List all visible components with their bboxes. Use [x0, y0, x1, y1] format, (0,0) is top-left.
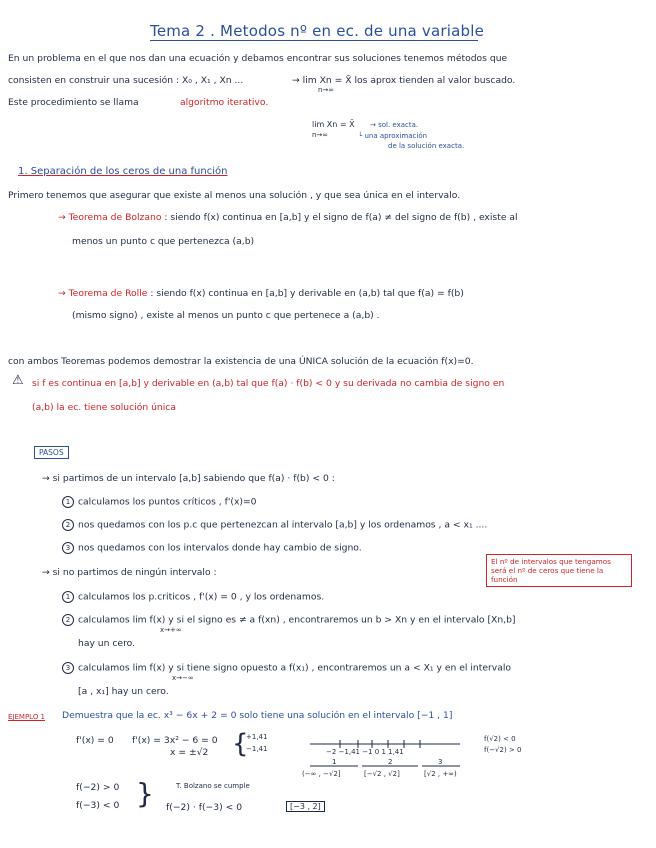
bolzano-text: : siendo f(x) continua en [a,b] y el signo de f(a) ≠ del signo de f(b) , existe al — [164, 212, 518, 223]
rolle-label: → Teorema de Rolle — [58, 288, 148, 299]
interval-3: [√2 , +∞) — [424, 770, 457, 778]
step-a2-text: nos quedamos con los p.c que pertenezcan al intervalo [a,b] y los ordenamos , a < x₁ .... — [78, 519, 488, 531]
step-a3-text: nos quedamos con los intervalos donde hay cambio de signo. — [78, 542, 362, 554]
intro-line-2b: → lim Xn = X̄ los aprox tienden al valor buscado. — [292, 75, 516, 86]
warning-line-2: (a,b) la ec. tiene solución única — [32, 402, 176, 413]
rolle-line-2: (mismo signo) , existe al menos un punto c que pertenece a (a,b) . — [72, 310, 380, 321]
deriv-roots: x = ±√2 — [170, 747, 209, 758]
example-statement: Demuestra que la ec. x³ − 6x + 2 = 0 solo tiene una solución en el intervalo [−1 , 1] — [62, 710, 453, 721]
root-negative: −1,41 — [246, 745, 268, 753]
bolzano-line-2: menos un punto c que pertenezca (a,b) — [72, 236, 255, 247]
rolle-line — [58, 288, 464, 300]
example-label: EJEMPLO 1 — [8, 713, 46, 721]
step-a3 — [62, 542, 362, 555]
step-b3-text: calculamos lim f(x) y si tiene signo opuesto a f(x₁) , encontraremos un a < X₁ y en el intervalo — [78, 662, 512, 674]
warning-icon: ⚠ — [12, 373, 24, 388]
f-minus-3: f(−3) < 0 — [76, 800, 120, 811]
note-lim: lim Xn = X̄ — [312, 120, 355, 129]
f-minus-sqrt2: f(−√2) > 0 — [484, 746, 522, 754]
step-number: 2 — [62, 519, 74, 531]
bolzano-ok: T. Bolzano se cumple — [176, 782, 250, 790]
f-minus-2: f(−2) > 0 — [76, 782, 120, 793]
right-brace-icon: } — [136, 777, 154, 810]
deriv-equation: f'(x) = 3x² − 6 = 0 — [132, 735, 218, 746]
bolzano-label: → Teorema de Bolzano — [58, 212, 162, 223]
case-a: → si partimos de un intervalo [a,b] sabiendo que f(a) · f(b) < 0 : — [42, 473, 335, 484]
interval-number: 1 — [332, 758, 337, 766]
conclusion: con ambos Teoremas podemos demostrar la existencia de una ÚNICA solución de la ecuación f(x)=0. — [8, 356, 474, 367]
step-b2-line-2: hay un cero. — [78, 638, 136, 649]
pasos-badge: PASOS — [34, 446, 69, 459]
step-b2 — [62, 614, 515, 627]
interval-1: (−∞ , −√2] — [302, 770, 341, 778]
note-solucion-exacta: de la solución exacta. — [388, 142, 465, 150]
f-sqrt2: f(√2) < 0 — [484, 735, 516, 743]
section-heading: 1. Separación de los ceros de una función — [18, 166, 228, 177]
step-number: 3 — [62, 662, 74, 674]
intervals-note: El nº de intervalos que tengamos será el nº de ceros que tiene la función — [486, 554, 632, 587]
section-line-1: Primero tenemos que asegurar que existe al menos una solución , y que sea única en el intervalo. — [8, 190, 461, 201]
step-b3-sub: x→−∞ — [172, 674, 194, 682]
note-lim-sub: n→∞ — [312, 131, 329, 139]
step-b1 — [62, 591, 324, 604]
step-a2 — [62, 519, 487, 532]
step-number: 2 — [62, 614, 74, 626]
answer-interval: [−3 , 2] — [286, 801, 325, 812]
interval-number: 3 — [438, 758, 443, 766]
interval-2: [−√2 , √2] — [364, 770, 400, 778]
interval-number: 2 — [388, 758, 393, 766]
intro-line-3: Este procedimiento se llama — [8, 97, 139, 108]
note-aproximacion: └ una aproximación — [358, 132, 428, 140]
algoritmo-iterativo: algoritmo iterativo. — [180, 97, 269, 108]
step-number: 1 — [62, 496, 74, 508]
warning-line-1: si f es continua en [a,b] y derivable en (a,b) tal que f(a) · f(b) < 0 y su derivada no cambia de signo en — [32, 378, 505, 389]
page-title: Tema 2 . Metodos nº en ec. de una variable — [150, 22, 485, 40]
case-b: → si no partimos de ningún intervalo : — [42, 567, 217, 578]
step-a1 — [62, 496, 257, 509]
intro-line-2a: consisten en construir una sucesión : X₀ , X₁ , Xn ... — [8, 75, 244, 86]
step-b2-sub: x→+∞ — [160, 626, 182, 634]
step-number: 3 — [62, 542, 74, 554]
step-number: 1 — [62, 591, 74, 603]
product-check: f(−2) · f(−3) < 0 — [166, 802, 243, 813]
intro-lim-sub: n→∞ — [318, 86, 335, 94]
brace-icon: { — [232, 729, 249, 759]
rolle-text: : siendo f(x) continua en [a,b] y derivable en (a,b) tal que f(a) = f(b) — [150, 288, 464, 299]
intro-line-1: En un problema en el que nos dan una ecuación y debamos encontrar sus soluciones tenemos métodos que — [8, 53, 508, 64]
bolzano-line — [58, 212, 518, 224]
step-b1-text: calculamos los p.criticos , f'(x) = 0 , y los ordenamos. — [78, 591, 325, 603]
step-b2-text: calculamos lim f(x) y si el signo es ≠ a f(xn) , encontraremos un b > Xn y en el intervalo [Xn,b] — [78, 614, 516, 626]
step-a1-text: calculamos los puntos críticos , f'(x)=0 — [78, 496, 257, 508]
axis-labels: −2 −1,41 −1 0 1 1,41 — [326, 748, 404, 756]
note-sol-exacta: → sol. exacta. — [370, 121, 419, 129]
root-positive: +1,41 — [246, 733, 268, 741]
deriv-zero: f'(x) = 0 — [76, 735, 114, 746]
step-b3 — [62, 662, 511, 675]
step-b3-line-2: [a , x₁] hay un cero. — [78, 686, 169, 697]
title-underline — [150, 40, 478, 41]
